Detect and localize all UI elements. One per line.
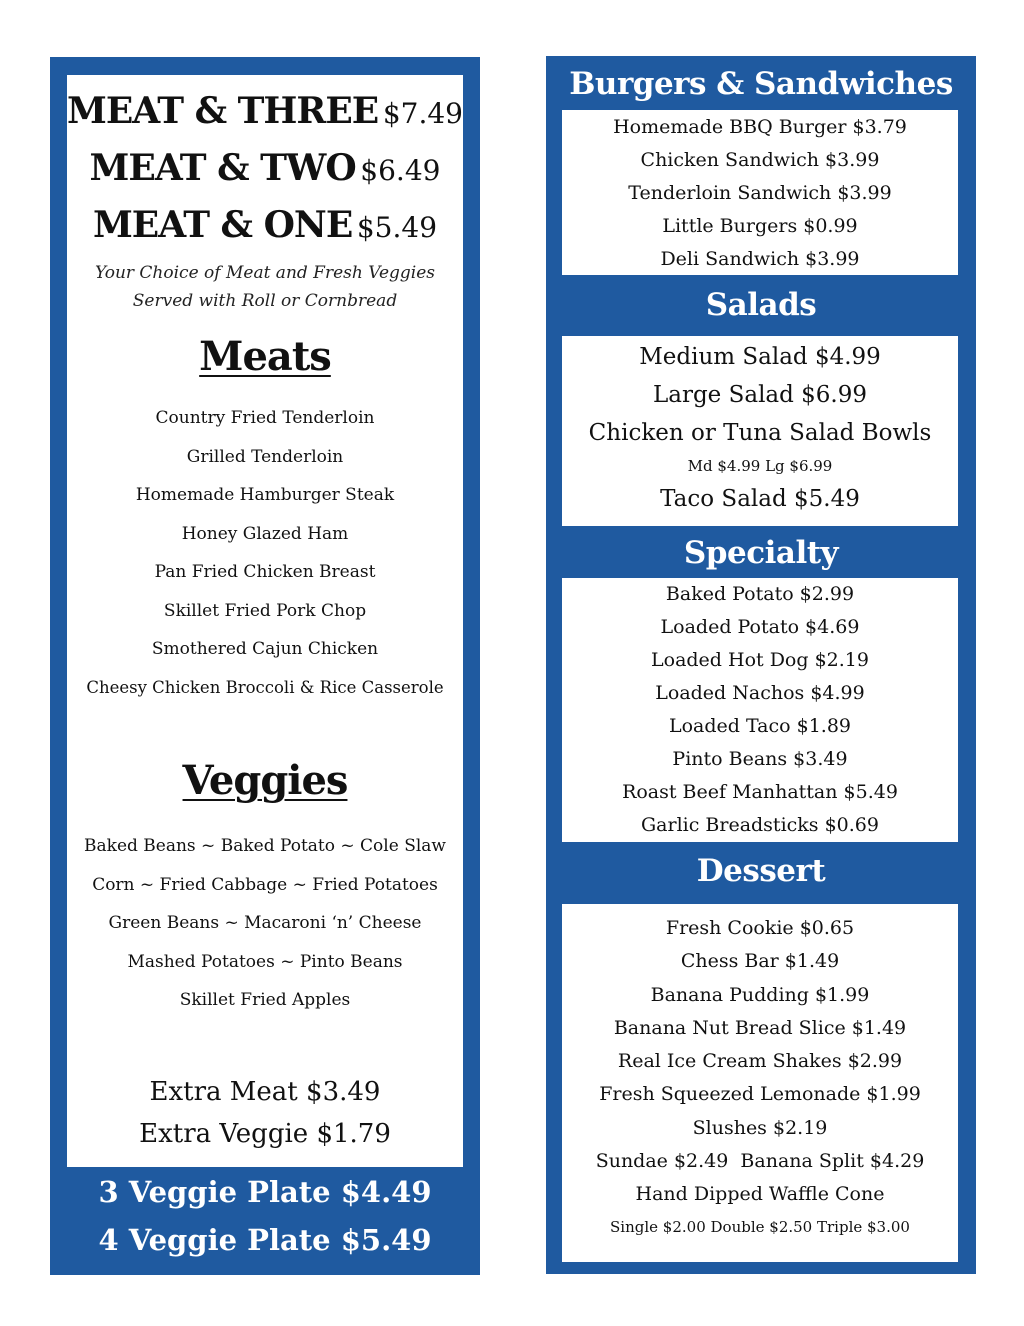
extra-meat: Extra Meat $3.49 xyxy=(149,1077,381,1107)
veggie-plate-4: 4 Veggie Plate $5.49 xyxy=(98,1223,432,1257)
combo-price: $7.49 xyxy=(382,97,463,130)
combo-list xyxy=(67,83,463,254)
veggies-heading: Veggies xyxy=(182,757,348,804)
dessert-card xyxy=(562,904,958,1262)
list-item: Smothered Cajun Chicken xyxy=(151,639,379,659)
left-menu-panel xyxy=(50,57,480,1275)
menu-item: Chicken or Tuna Salad Bowls xyxy=(588,420,932,446)
list-item: Corn ~ Fried Cabbage ~ Fried Potatoes xyxy=(92,874,438,895)
combo-name: MEAT & TWO xyxy=(89,147,356,189)
menu-item: Tenderloin Sandwich $3.99 xyxy=(628,182,892,204)
cone-prices: Single $2.00 Double $2.50 Triple $3.00 xyxy=(610,1217,910,1236)
veggie-plate-3: 3 Veggie Plate $4.49 xyxy=(98,1175,432,1209)
burgers-heading: Burgers & Sandwiches xyxy=(569,66,953,102)
combo-meat-two xyxy=(67,140,463,197)
menu-item: Fresh Cookie $0.65 xyxy=(665,917,855,939)
tagline xyxy=(67,259,463,315)
list-item: Mashed Potatoes ~ Pinto Beans xyxy=(127,951,403,972)
left-menu-card xyxy=(67,75,463,1167)
burgers-card xyxy=(562,110,958,275)
veggies-list xyxy=(67,827,463,1020)
bowl-prices: Md $4.99 Lg $6.99 xyxy=(687,457,833,475)
meats-list xyxy=(67,399,463,707)
menu-item: Banana Pudding $1.99 xyxy=(650,983,870,1006)
menu-item: Little Burgers $0.99 xyxy=(662,215,858,237)
menu-item: Real Ice Cream Shakes $2.99 xyxy=(617,1050,903,1073)
combo-meat-one xyxy=(67,197,463,254)
menu-item: Hand Dipped Waffle Cone xyxy=(635,1183,885,1206)
combo-price: $6.49 xyxy=(360,154,441,187)
menu-item: Loaded Taco $1.89 xyxy=(668,715,852,737)
menu-item: Sundae $2.49 Banana Split $4.29 xyxy=(595,1150,925,1173)
menu-item: Pinto Beans $3.49 xyxy=(672,748,848,770)
list-item: Skillet Fried Apples xyxy=(179,990,351,1010)
right-menu-panel xyxy=(546,56,976,1274)
extra-veggie: Extra Veggie $1.79 xyxy=(139,1119,391,1149)
menu-item: Medium Salad $4.99 xyxy=(639,344,881,370)
specialty-card xyxy=(562,578,958,842)
tagline-line: Your Choice of Meat and Fresh Veggies xyxy=(94,263,436,283)
list-item: Skillet Fried Pork Chop xyxy=(163,600,367,621)
list-item: Homemade Hamburger Steak xyxy=(135,485,395,505)
menu-item: Loaded Potato $4.69 xyxy=(660,616,860,638)
salads-heading: Salads xyxy=(705,287,817,323)
menu-item: Loaded Nachos $4.99 xyxy=(655,682,865,704)
combo-name: MEAT & ONE xyxy=(92,204,353,246)
list-item: Cheesy Chicken Broccoli & Rice Casserole xyxy=(86,677,444,697)
list-item: Honey Glazed Ham xyxy=(181,523,349,544)
extras xyxy=(67,1071,463,1155)
meats-heading: Meats xyxy=(199,333,331,380)
menu-item: Slushes $2.19 xyxy=(692,1116,828,1139)
menu-item: Homemade BBQ Burger $3.79 xyxy=(613,116,907,138)
salads-card xyxy=(562,336,958,526)
menu-item: Garlic Breadsticks $0.69 xyxy=(640,814,879,836)
combo-name: MEAT & THREE xyxy=(67,90,379,132)
menu-item: Loaded Hot Dog $2.19 xyxy=(651,649,869,671)
list-item: Green Beans ~ Macaroni ‘n’ Cheese xyxy=(108,913,422,933)
tagline-line: Served with Roll or Cornbread xyxy=(132,291,398,311)
combo-meat-three xyxy=(67,83,463,140)
specialty-heading: Specialty xyxy=(683,535,839,571)
list-item: Baked Beans ~ Baked Potato ~ Cole Slaw xyxy=(84,836,446,856)
menu-item: Banana Nut Bread Slice $1.49 xyxy=(613,1016,907,1039)
list-item: Pan Fried Chicken Breast xyxy=(154,562,376,582)
list-item: Grilled Tenderloin xyxy=(186,446,344,467)
menu-item: Fresh Squeezed Lemonade $1.99 xyxy=(599,1083,921,1106)
combo-price: $5.49 xyxy=(356,211,438,244)
menu-item: Chess Bar $1.49 xyxy=(680,950,840,973)
menu-item: Taco Salad $5.49 xyxy=(660,486,860,512)
menu-item: Chicken Sandwich $3.99 xyxy=(640,149,880,171)
menu-item: Baked Potato $2.99 xyxy=(665,583,855,605)
menu-item: Large Salad $6.99 xyxy=(652,382,868,408)
menu-item: Roast Beef Manhattan $5.49 xyxy=(622,781,898,803)
menu-item: Deli Sandwich $3.99 xyxy=(660,248,860,270)
dessert-heading: Dessert xyxy=(696,853,826,889)
list-item: Country Fried Tenderloin xyxy=(155,408,375,428)
